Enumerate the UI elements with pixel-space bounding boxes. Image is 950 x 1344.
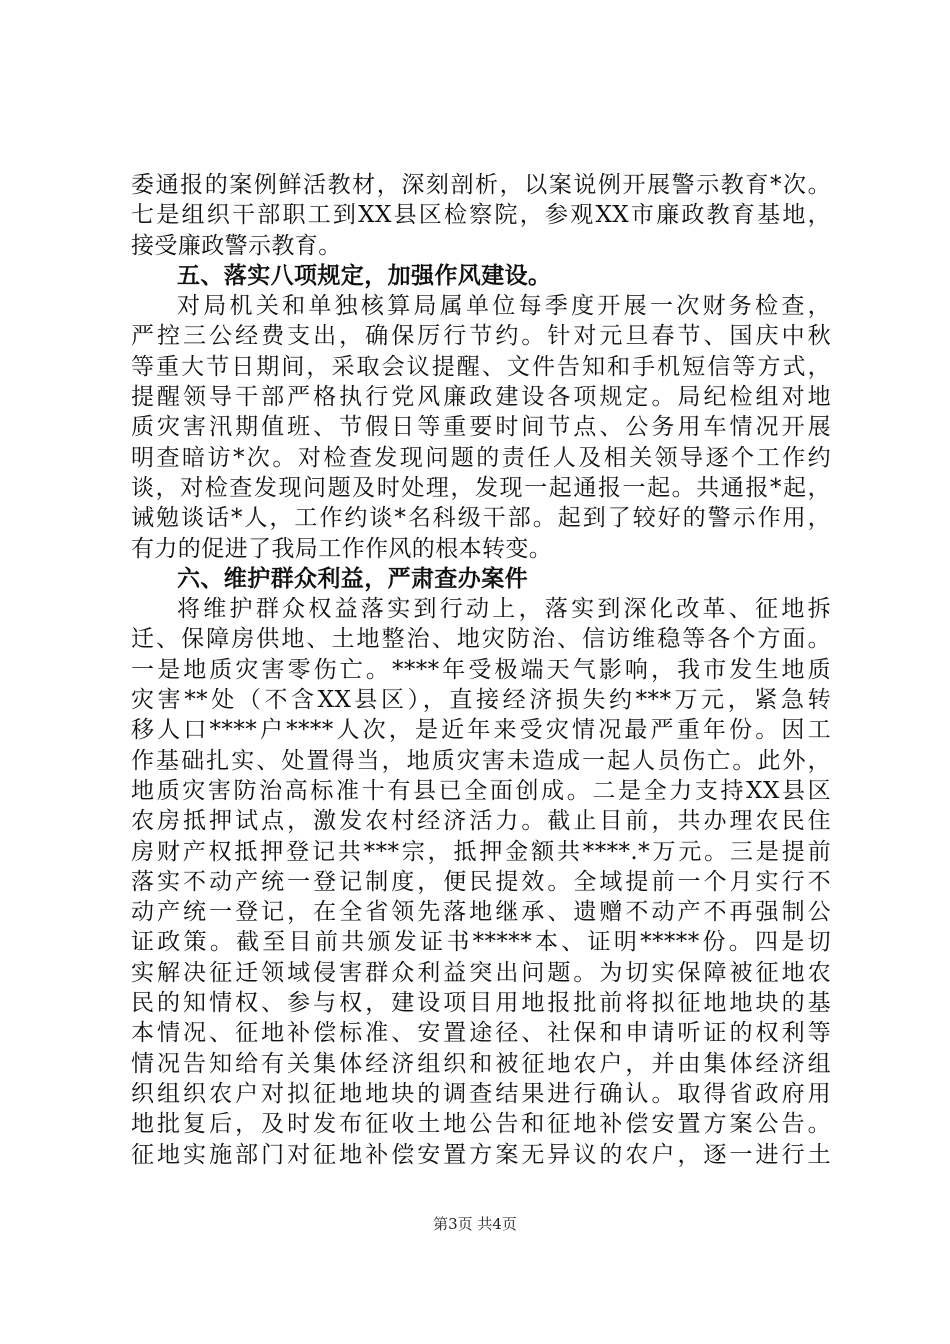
paragraph-line: 民的知情权、参与权，建设项目用地报批前将拟征地地块的基 — [131, 990, 831, 1017]
paragraph-line: 征地实施部门对征地补偿安置方案无异议的农户，逐一进行土 — [131, 1141, 831, 1168]
paragraph-line: 委通报的案例鲜活教材，深刻剖析，以案说例开展警示教育*次。 — [131, 172, 831, 198]
paragraph-line: 灾害**处（不含XX县区），直接经济损失约***万元，紧急转 — [131, 687, 831, 714]
paragraph-line: 诫勉谈话*人，工作约谈*名科级干部。起到了较好的警示作用， — [131, 505, 831, 532]
paragraph-line: 实解决征迁领域侵害群众利益突出问题。为切实保障被征地农 — [131, 959, 831, 986]
paragraph-last-line: 接受廉政警示教育。 — [131, 232, 342, 259]
paragraph-line: 作基础扎实、处置得当，地质灾害未造成一起人员伤亡。此外， — [131, 747, 831, 774]
paragraph-last-line: 有力的促进了我局工作作风的根本转变。 — [131, 535, 553, 562]
paragraph-line: 谈，对检查发现问题及时处理，发现一起通报一起。共通报*起， — [131, 474, 831, 501]
paragraph-line: 动产统一登记，在全省领先落地继承、遗赠不动产不再强制公 — [131, 899, 831, 926]
paragraph-line: 本情况、征地补偿标准、安置途径、社保和申请听证的权利等 — [131, 1020, 831, 1047]
paragraph-line: 严控三公经费支出，确保厉行节约。针对元旦春节、国庆中秋 — [131, 323, 831, 350]
paragraph-line: 情况告知给有关集体经济组织和被征地农户，并由集体经济组 — [131, 1050, 831, 1077]
page-footer: 第3页 共4页 — [433, 1215, 517, 1233]
paragraph-line: 提醒领导干部严格执行党风廉政建设各项规定。局纪检组对地 — [131, 384, 831, 411]
paragraph-line: 七是组织干部职工到XX县区检察院，参观XX市廉政教育基地， — [131, 202, 831, 229]
paragraph-line: 明查暗访*次。对检查发现问题的责任人及相关领导逐个工作约 — [131, 444, 831, 471]
paragraph-line: 质灾害汛期值班、节假日等重要时间节点、公务用车情况开展 — [131, 414, 831, 441]
paragraph-line: 农房抵押试点，激发农村经济活力。截止目前，共办理农民住 — [131, 808, 831, 835]
paragraph-line: 移人口****户****人次，是近年来受灾情况最严重年份。因工 — [131, 717, 831, 744]
paragraph-line: 地质灾害防治高标准十有县已全面创成。二是全力支持XX县区 — [131, 777, 831, 804]
paragraph-line: 一是地质灾害零伤亡。****年受极端天气影响，我市发生地质 — [131, 656, 831, 683]
paragraph-line: 等重大节日期间，采取会议提醒、文件告知和手机短信等方式， — [131, 353, 831, 380]
paragraph-first-line: 对局机关和单独核算局属单位每季度开展一次财务检查， — [177, 293, 831, 320]
paragraph-line: 迁、保障房供地、土地整治、地灾防治、信访维稳等各个方面。 — [131, 626, 831, 653]
section-heading: 六、维护群众利益，严肃查办案件 — [177, 565, 528, 592]
section-heading: 五、落实八项规定，加强作风建设。 — [177, 262, 552, 289]
paragraph-first-line: 将维护群众权益落实到行动上，落实到深化改革、征地拆 — [177, 596, 831, 623]
paragraph-line: 落实不动产统一登记制度，便民提效。全域提前一个月实行不 — [131, 868, 831, 895]
paragraph-line: 织组织农户对拟征地地块的调查结果进行确认。取得省政府用 — [131, 1080, 831, 1107]
paragraph-line: 证政策。截至目前共颁发证书*****本、证明*****份。四是切 — [131, 929, 831, 956]
paragraph-line: 房财产权抵押登记共***宗，抵押金额共****.*万元。三是提前 — [131, 838, 831, 865]
document-body — [131, 170, 831, 1170]
paragraph-line: 地批复后，及时发布征收土地公告和征地补偿安置方案公告。 — [131, 1111, 831, 1138]
